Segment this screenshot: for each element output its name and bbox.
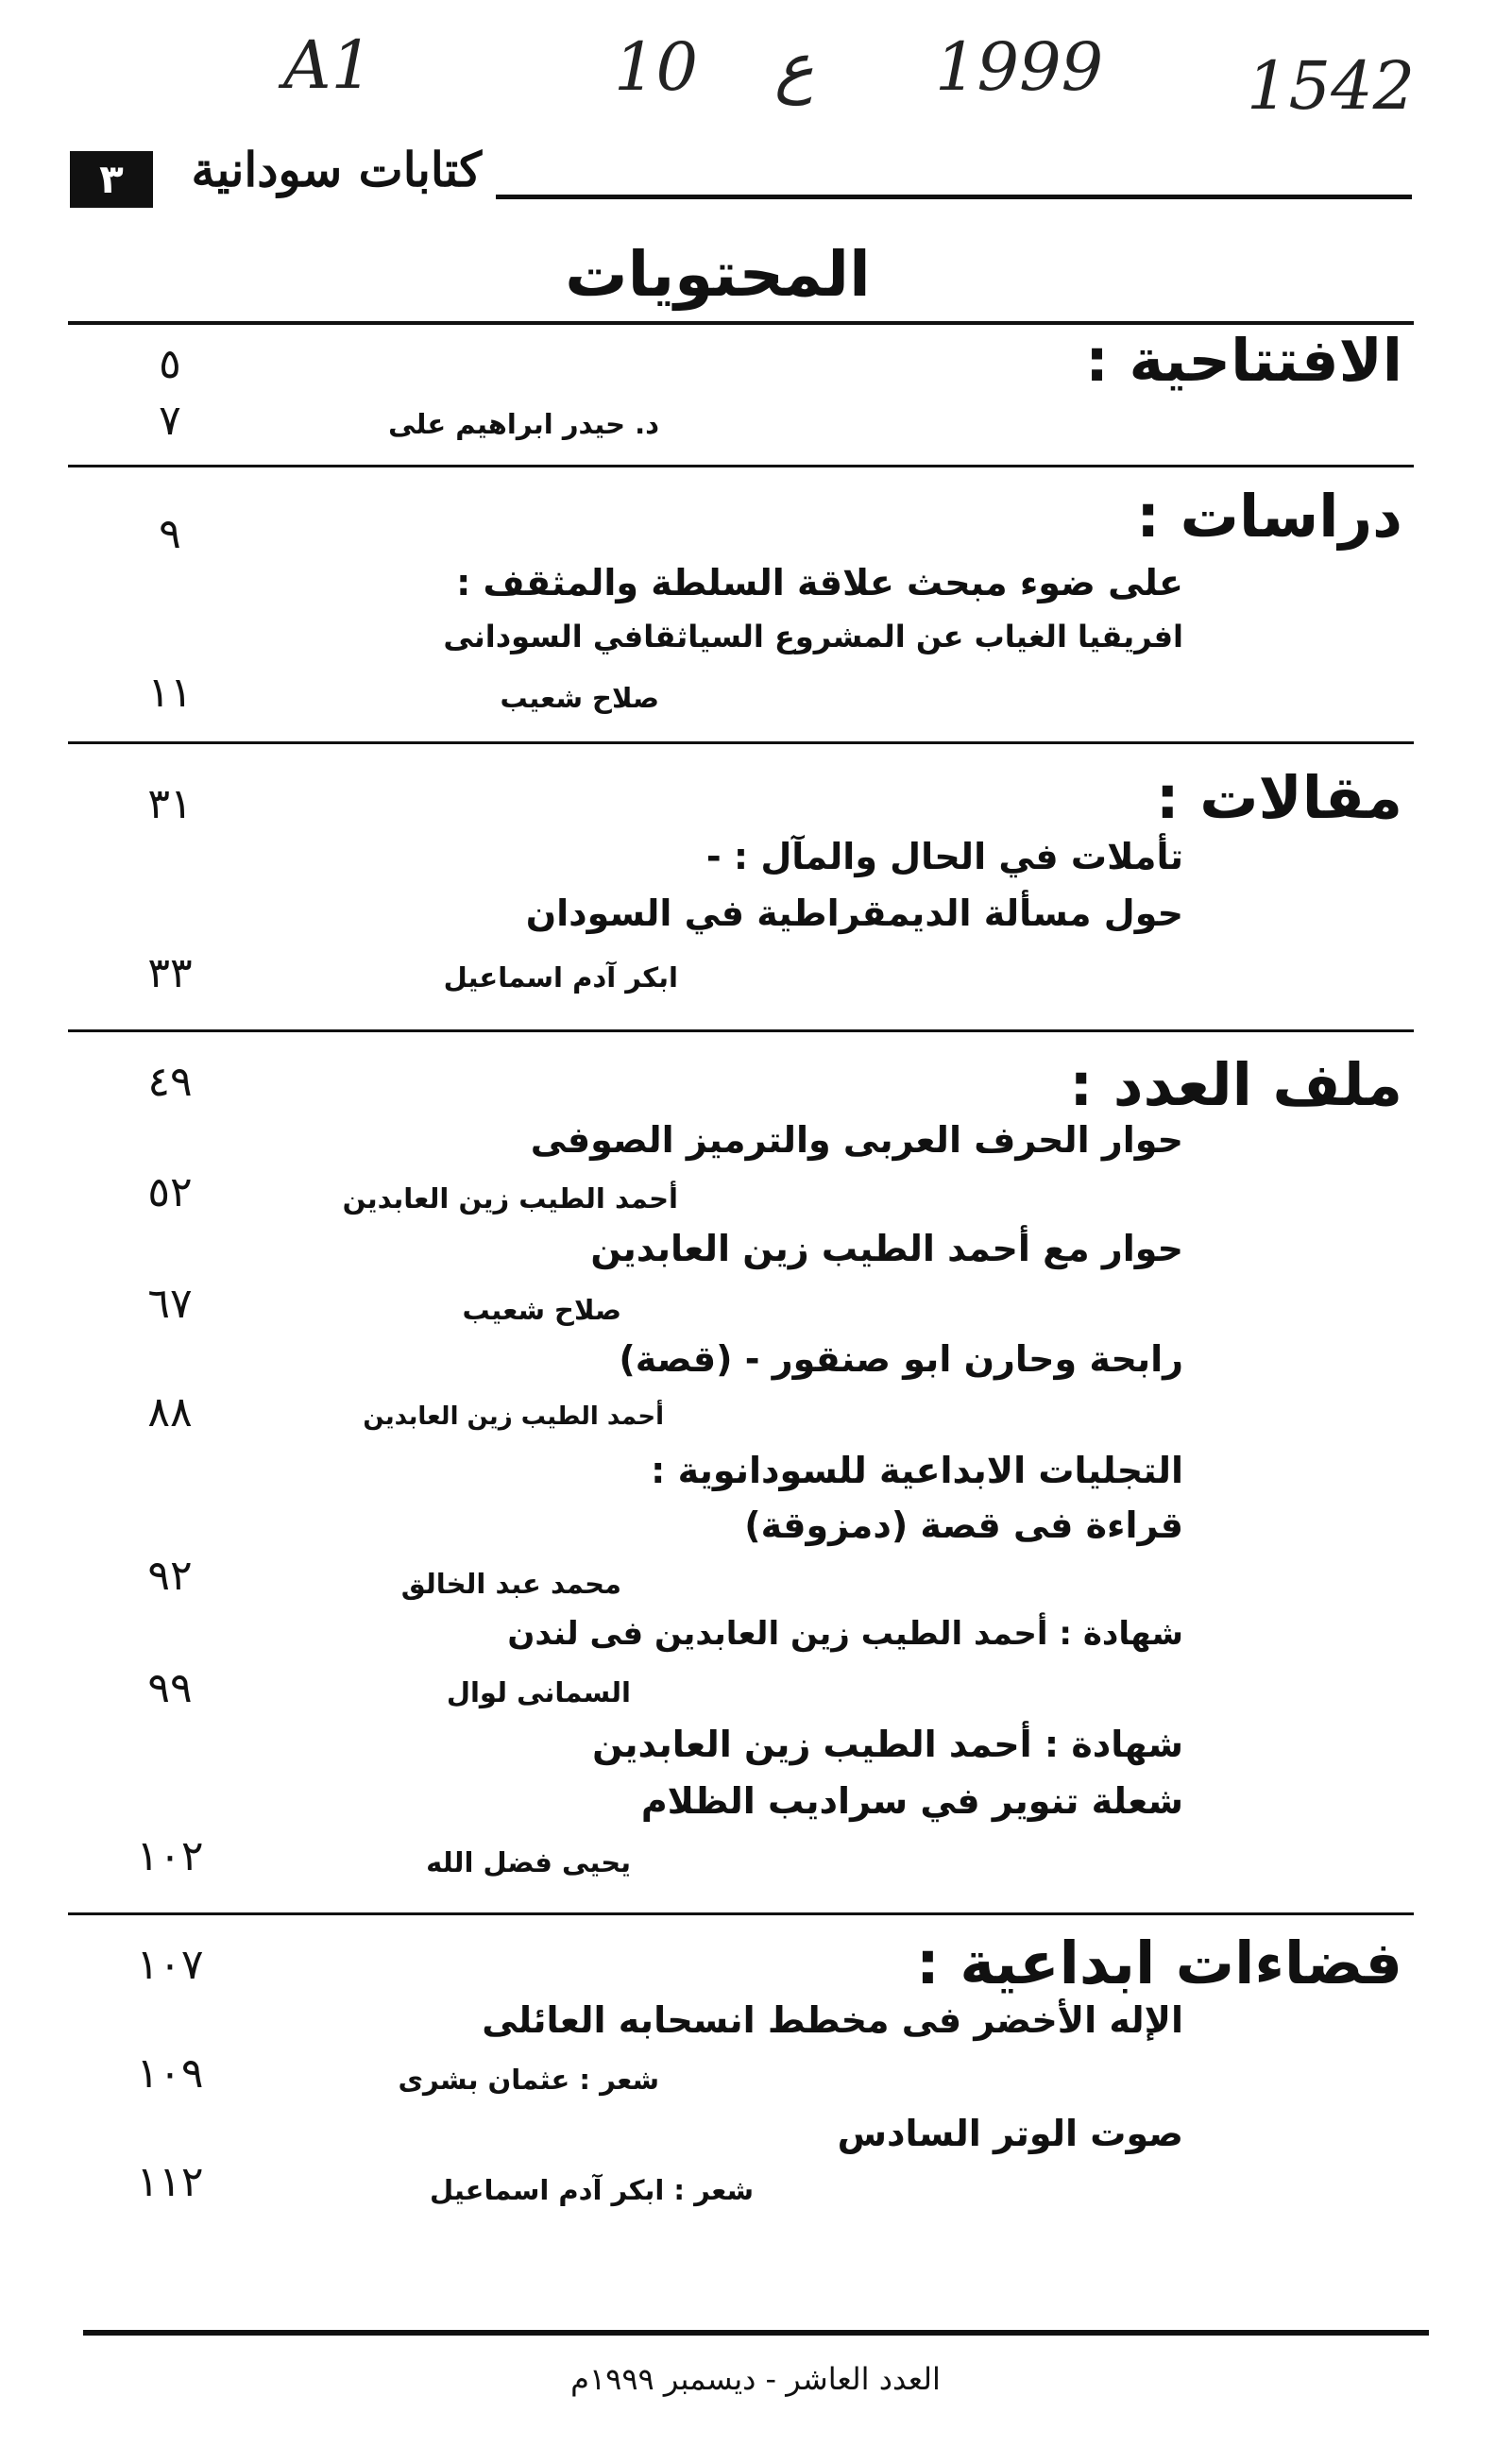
entry-author: محمد عبد الخالق <box>400 1568 621 1600</box>
handwritten-number: 1542 <box>1247 47 1416 125</box>
entry-title: صوت الوتر السادس <box>837 2113 1183 2154</box>
section-divider <box>68 1029 1414 1032</box>
entry-page: ٣٣ <box>147 949 193 997</box>
section-divider <box>68 741 1414 744</box>
entry-page: ١٠٩ <box>136 2049 204 2098</box>
handwritten-date-month: ع <box>774 28 814 106</box>
title-rule <box>68 321 1414 325</box>
section-divider <box>68 1912 1414 1915</box>
section-page: ٩ <box>159 510 181 558</box>
entry-title: افريقيا الغياب عن المشروع السياثقافي السودانى <box>443 619 1183 654</box>
entry-page: ٦٧ <box>147 1280 193 1328</box>
entry-title: شعلة تنوير في سراديب الظلام <box>640 1780 1183 1822</box>
section-heading: الافتتاحية : <box>1085 326 1402 395</box>
section-page: ٥ <box>159 340 181 388</box>
journal-name: كتابات سودانية <box>191 142 482 197</box>
footer-rule <box>83 2330 1429 2336</box>
entry-title: تأملات في الحال والمآل : - <box>705 836 1183 877</box>
entry-title: شهادة : أحمد الطيب زين العابدين فى لندن <box>507 1615 1183 1653</box>
entry-title: شهادة : أحمد الطيب زين العابدين <box>592 1724 1183 1765</box>
entry-author: السمانى لوال <box>446 1676 631 1708</box>
header-rule <box>496 195 1412 199</box>
entry-title: التجليات الابداعية للسودانوية : <box>651 1450 1183 1491</box>
entry-title: حول مسألة الديمقراطية في السودان <box>525 892 1183 934</box>
entry-page: ٩٩ <box>147 1664 193 1712</box>
handwritten-ref: A1 <box>283 26 374 104</box>
entry-page: ١١ <box>147 669 193 717</box>
section-heading: فضاءات ابداعية : <box>915 1929 1402 1997</box>
entry-page: ٥٢ <box>147 1168 193 1216</box>
entry-title: على ضوء مبحث علاقة السلطة والمثقف : <box>456 562 1183 603</box>
handwritten-date-day: 10 <box>614 28 699 106</box>
entry-title: رابحة وحارن ابو صنقور - (قصة) <box>619 1338 1183 1380</box>
entry-title: حوار مع أحمد الطيب زين العابدين <box>590 1228 1183 1269</box>
entry-page: ٩٢ <box>147 1552 193 1600</box>
entry-author: د. حيدر ابراهيم على <box>388 408 659 440</box>
entry-author: شعر : عثمان بشرى <box>398 2064 659 2096</box>
section-page: ٤٩ <box>147 1058 193 1106</box>
entry-page: ١١٢ <box>136 2158 204 2206</box>
entry-page: ١٠٢ <box>136 1832 204 1880</box>
footer-issue-date: العدد العاشر - ديسمبر ١٩٩٩م <box>570 2361 941 2397</box>
handwritten-date-year: 1999 <box>935 28 1104 106</box>
entry-author: أحمد الطيب زين العابدين <box>363 1402 664 1431</box>
entry-page: ٨٨ <box>147 1388 193 1436</box>
section-heading: ملف العدد : <box>1069 1050 1402 1119</box>
entry-title: حوار الحرف العربى والترميز الصوفى <box>530 1119 1183 1161</box>
section-heading: دراسات : <box>1136 482 1402 551</box>
entry-author: صلاح شعيب <box>462 1294 621 1326</box>
entry-title: الإله الأخضر فى مخطط انسحابه العائلى <box>482 1999 1183 2041</box>
section-page: ٣١ <box>147 780 193 828</box>
entry-author: أحمد الطيب زين العابدين <box>342 1182 678 1215</box>
entry-author: يحيى فضل الله <box>426 1846 631 1878</box>
entry-author: صلاح شعيب <box>500 682 659 714</box>
entry-title: قراءة فى قصة (دمزوقة) <box>744 1504 1183 1546</box>
issue-badge: ٣ <box>70 151 153 208</box>
entry-page: ٧ <box>159 397 181 445</box>
entry-author: ابكر آدم اسماعيل <box>443 961 678 994</box>
entry-author: شعر : ابكر آدم اسماعيل <box>429 2174 754 2206</box>
section-heading: مقالات : <box>1155 763 1402 832</box>
page-title: المحتويات <box>565 238 871 311</box>
section-page: ١٠٧ <box>136 1941 204 1989</box>
section-divider <box>68 465 1414 467</box>
